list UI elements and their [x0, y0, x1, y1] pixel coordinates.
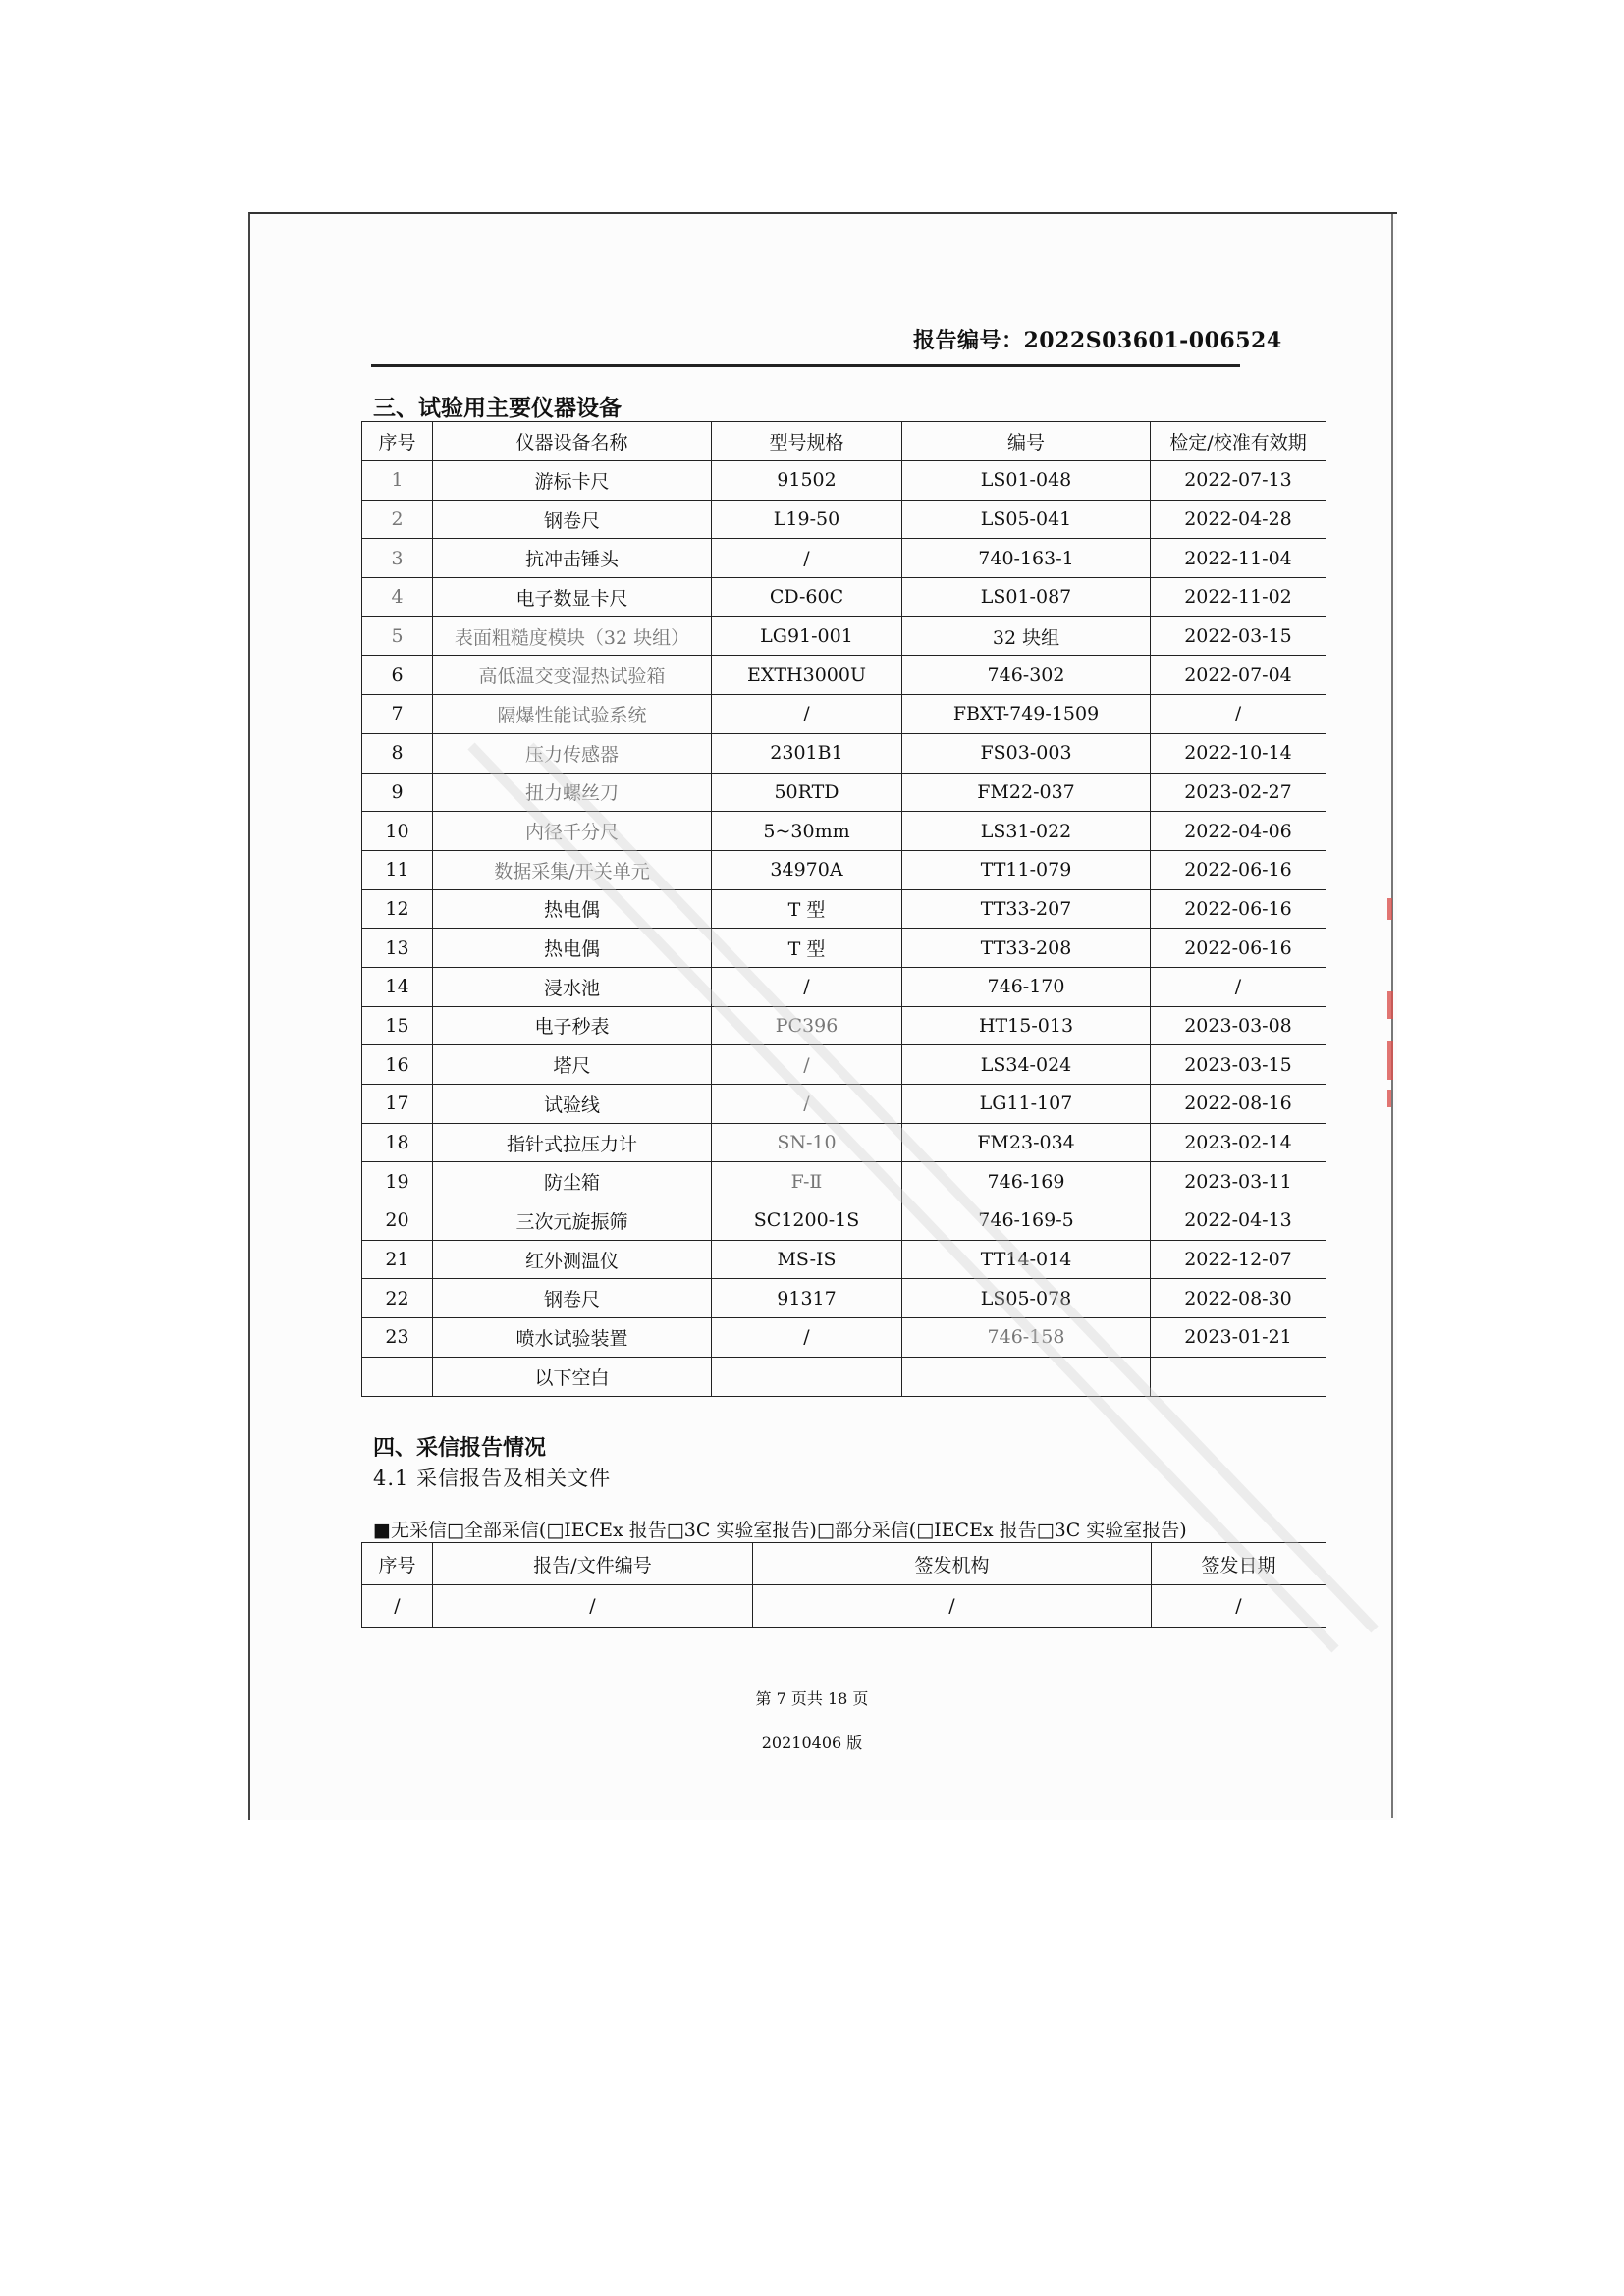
cell-model: / [712, 1085, 902, 1124]
cell-index: 1 [362, 461, 433, 501]
cell-code: FM23-034 [902, 1123, 1151, 1162]
cell-code: TT14-014 [902, 1240, 1151, 1279]
cell-validity: 2022-07-04 [1151, 656, 1326, 695]
cell-index: 23 [362, 1318, 433, 1358]
cell-code: 746-169 [902, 1162, 1151, 1201]
table-row [362, 695, 1326, 734]
cell-code: LS05-078 [902, 1279, 1151, 1318]
section3-title: 三、试验用主要仪器设备 [373, 395, 622, 421]
table-row [362, 1045, 1326, 1085]
table-row [362, 539, 1326, 578]
cell-validity: 2022-04-13 [1151, 1201, 1326, 1241]
table-row [362, 1085, 1326, 1124]
column-header-model: 型号规格 [712, 422, 902, 461]
cell-model: / [712, 1045, 902, 1085]
cell-index: 3 [362, 539, 433, 578]
cell-name: 三次元旋振筛 [433, 1201, 712, 1241]
cell-model: EXTH3000U [712, 656, 902, 695]
cell-model: 91317 [712, 1279, 902, 1318]
section4-subtitle: 4.1 采信报告及相关文件 [373, 1467, 612, 1490]
cell-issue-date: / [1152, 1585, 1326, 1628]
column-header-index: 序号 [362, 422, 433, 461]
column-header-validity: 检定/校准有效期 [1151, 422, 1326, 461]
cell-index: 15 [362, 1006, 433, 1045]
cell-name: 数据采集/开关单元 [433, 850, 712, 889]
equipment-body [362, 461, 1326, 1397]
cell-code: TT33-207 [902, 889, 1151, 929]
cell-index: 8 [362, 733, 433, 773]
table-row [362, 733, 1326, 773]
cell-name: 钢卷尺 [433, 500, 712, 539]
cell-code: HT15-013 [902, 1006, 1151, 1045]
table-row [362, 889, 1326, 929]
cell-code: LS01-087 [902, 578, 1151, 617]
cell-index: 22 [362, 1279, 433, 1318]
cell-code: 32 块组 [902, 616, 1151, 656]
cell-code: LG11-107 [902, 1085, 1151, 1124]
cell-model: 91502 [712, 461, 902, 501]
cell-validity: 2022-07-13 [1151, 461, 1326, 501]
cell-index: / [362, 1585, 433, 1628]
cell-validity: / [1151, 967, 1326, 1006]
cell-model: F-Ⅱ [712, 1162, 902, 1201]
cell-validity: 2022-06-16 [1151, 889, 1326, 929]
cell-model: / [712, 695, 902, 734]
cell-index: 2 [362, 500, 433, 539]
cell-validity: 2022-08-16 [1151, 1085, 1326, 1124]
cell-model: / [712, 539, 902, 578]
recognition-options: ■无采信□全部采信(□IECEx 报告□3C 实验室报告)□部分采信(□IECEx 报告□3C 实验室报告) [373, 1520, 1187, 1541]
cell-model: CD-60C [712, 578, 902, 617]
cell-index: 16 [362, 1045, 433, 1085]
section4-title: 四、采信报告情况 [373, 1435, 547, 1461]
table-row [362, 500, 1326, 539]
cell-model: PC396 [712, 1006, 902, 1045]
cell-model: MS-IS [712, 1240, 902, 1279]
header-rule [371, 364, 1240, 367]
table-row [362, 616, 1326, 656]
version-label: 20210406 版 [761, 1734, 863, 1752]
table-row [362, 850, 1326, 889]
cell-name: 电子秒表 [433, 1006, 712, 1045]
cell-validity: 2022-04-06 [1151, 812, 1326, 851]
cell-name: 高低温交变湿热试验箱 [433, 656, 712, 695]
table-row [362, 1318, 1326, 1358]
cell-model: / [712, 1318, 902, 1358]
stamp-mark [1387, 898, 1392, 920]
cell-validity: 2022-11-02 [1151, 578, 1326, 617]
cell-name: 试验线 [433, 1085, 712, 1124]
cell-name: 电子数显卡尺 [433, 578, 712, 617]
cell-code: FBXT-749-1509 [902, 695, 1151, 734]
cell-index: 9 [362, 773, 433, 812]
cell-index: 21 [362, 1240, 433, 1279]
cell-name: 热电偶 [433, 929, 712, 968]
cell-model: L19-50 [712, 500, 902, 539]
cell-model [712, 1357, 902, 1396]
table-row [362, 1240, 1326, 1279]
table-row [362, 656, 1326, 695]
cell-validity: 2023-03-08 [1151, 1006, 1326, 1045]
cell-validity: 2023-02-14 [1151, 1123, 1326, 1162]
table-row [362, 578, 1326, 617]
table-row [362, 1162, 1326, 1201]
cell-model: T 型 [712, 889, 902, 929]
cell-validity: 2023-01-21 [1151, 1318, 1326, 1358]
cell-index: 20 [362, 1201, 433, 1241]
cell-index: 17 [362, 1085, 433, 1124]
cell-validity: 2022-10-14 [1151, 733, 1326, 773]
column-header-code: 编号 [902, 422, 1151, 461]
table-row [362, 929, 1326, 968]
cell-report-no: / [433, 1585, 753, 1628]
cell-model: 50RTD [712, 773, 902, 812]
cell-code: TT11-079 [902, 850, 1151, 889]
cell-validity [1151, 1357, 1326, 1396]
cell-model: SN-10 [712, 1123, 902, 1162]
stamp-mark [1387, 1041, 1393, 1080]
cell-issuer: / [753, 1585, 1152, 1628]
table-row [362, 1006, 1326, 1045]
cell-name: 隔爆性能试验系统 [433, 695, 712, 734]
cell-code: LS31-022 [902, 812, 1151, 851]
cell-name: 扭力螺丝刀 [433, 773, 712, 812]
cell-name: 游标卡尺 [433, 461, 712, 501]
cell-name: 内径千分尺 [433, 812, 712, 851]
cell-code: 746-302 [902, 656, 1151, 695]
cell-validity: 2022-08-30 [1151, 1279, 1326, 1318]
cell-validity: 2022-06-16 [1151, 929, 1326, 968]
cell-code: LS34-024 [902, 1045, 1151, 1085]
recognition-table [361, 1542, 1326, 1628]
cell-name: 指针式拉压力计 [433, 1123, 712, 1162]
cell-code: 746-158 [902, 1318, 1151, 1358]
cell-name: 浸水池 [433, 967, 712, 1006]
cell-validity: 2023-03-15 [1151, 1045, 1326, 1085]
cell-code: LS05-041 [902, 500, 1151, 539]
cell-model: 34970A [712, 850, 902, 889]
cell-index: 5 [362, 616, 433, 656]
cell-index: 4 [362, 578, 433, 617]
cell-name: 热电偶 [433, 889, 712, 929]
column-header-issue-date: 签发日期 [1152, 1543, 1326, 1585]
cell-name: 压力传感器 [433, 733, 712, 773]
cell-validity: 2022-04-28 [1151, 500, 1326, 539]
cell-name: 以下空白 [433, 1357, 712, 1396]
cell-name: 塔尺 [433, 1045, 712, 1085]
cell-index: 12 [362, 889, 433, 929]
cell-model: LG91-001 [712, 616, 902, 656]
cell-code: FM22-037 [902, 773, 1151, 812]
cell-code: LS01-048 [902, 461, 1151, 501]
equipment-table [361, 421, 1326, 1397]
table-row [362, 1201, 1326, 1241]
cell-index: 13 [362, 929, 433, 968]
cell-index: 11 [362, 850, 433, 889]
cell-model: SC1200-1S [712, 1201, 902, 1241]
cell-code: TT33-208 [902, 929, 1151, 968]
recognition-body [362, 1585, 1326, 1628]
stamp-mark [1387, 1090, 1391, 1107]
page-number: 第 7 页共 18 页 [755, 1689, 869, 1708]
column-header-report-no: 报告/文件编号 [433, 1543, 753, 1585]
cell-model: 2301B1 [712, 733, 902, 773]
cell-validity: 2022-06-16 [1151, 850, 1326, 889]
cell-name: 钢卷尺 [433, 1279, 712, 1318]
table-row [362, 1357, 1326, 1396]
column-header-issuer: 签发机构 [753, 1543, 1152, 1585]
cell-index: 19 [362, 1162, 433, 1201]
cell-name: 红外测温仪 [433, 1240, 712, 1279]
cell-name: 喷水试验装置 [433, 1318, 712, 1358]
column-header-index: 序号 [362, 1543, 433, 1585]
table-row [362, 1279, 1326, 1318]
cell-validity: 2023-02-27 [1151, 773, 1326, 812]
cell-index: 7 [362, 695, 433, 734]
cell-model: 5~30mm [712, 812, 902, 851]
cell-code [902, 1357, 1151, 1396]
cell-index: 14 [362, 967, 433, 1006]
cell-validity: 2022-11-04 [1151, 539, 1326, 578]
table-row [362, 967, 1326, 1006]
cell-model: / [712, 967, 902, 1006]
cell-index: 6 [362, 656, 433, 695]
table-row [362, 1585, 1326, 1628]
cell-code: 740-163-1 [902, 539, 1151, 578]
cell-validity: 2023-03-11 [1151, 1162, 1326, 1201]
cell-index: 18 [362, 1123, 433, 1162]
table-row [362, 1123, 1326, 1162]
cell-code: 746-169-5 [902, 1201, 1151, 1241]
cell-index: 10 [362, 812, 433, 851]
report-number: 报告编号：2022S03601-006524 [913, 328, 1282, 353]
table-row [362, 461, 1326, 501]
equipment-header-row [362, 422, 1326, 461]
cell-index [362, 1357, 433, 1396]
table-row [362, 773, 1326, 812]
cell-model: T 型 [712, 929, 902, 968]
cell-code: 746-170 [902, 967, 1151, 1006]
cell-name: 抗冲击锤头 [433, 539, 712, 578]
cell-validity: 2022-12-07 [1151, 1240, 1326, 1279]
cell-name: 表面粗糙度模块（32 块组） [433, 616, 712, 656]
recognition-header-row [362, 1543, 1326, 1585]
cell-validity: 2022-03-15 [1151, 616, 1326, 656]
cell-validity: / [1151, 695, 1326, 734]
column-header-name: 仪器设备名称 [433, 422, 712, 461]
table-row [362, 812, 1326, 851]
cell-code: FS03-003 [902, 733, 1151, 773]
cell-name: 防尘箱 [433, 1162, 712, 1201]
stamp-mark [1387, 991, 1393, 1019]
